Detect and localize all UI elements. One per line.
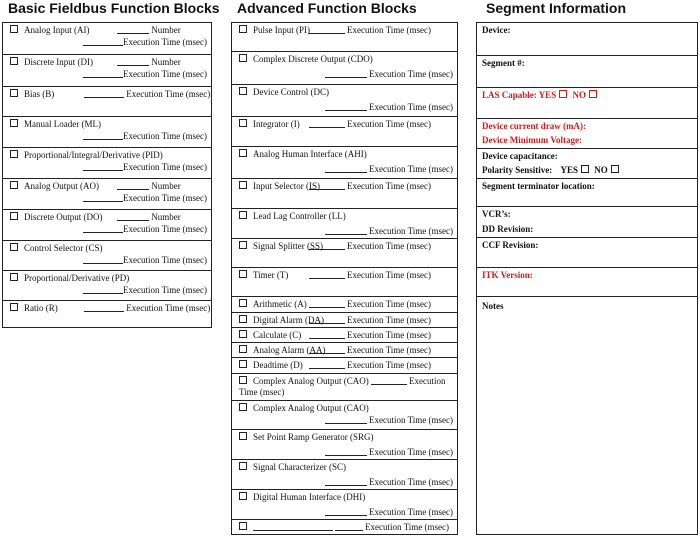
block-name: Complex Analog Output (CAO) — [253, 376, 369, 386]
execution-time-blank[interactable] — [309, 345, 345, 354]
basic-block-row — [3, 147, 211, 178]
itk-version-label: ITK Version: — [482, 270, 533, 280]
execution-time-label: Execution Time (msec) — [347, 315, 431, 325]
advanced-blocks-heading: Advanced Function Blocks — [237, 0, 417, 16]
execution-time-label: Execution Time (msec) — [123, 162, 207, 172]
block-checkbox[interactable] — [239, 299, 247, 307]
execution-time-blank[interactable] — [83, 285, 123, 294]
execution-time-label: Execution Time (msec) — [123, 131, 207, 141]
execution-time-blank[interactable] — [325, 226, 367, 235]
block-checkbox[interactable] — [239, 241, 247, 249]
execution-time-blank[interactable] — [83, 224, 123, 233]
block-name: Analog Input (AI) — [24, 25, 90, 35]
execution-time-label: Execution Time (msec) — [369, 477, 453, 487]
polarity-yes-label: YES — [560, 165, 579, 175]
advanced-block-row — [232, 267, 457, 296]
block-checkbox[interactable] — [10, 273, 18, 281]
number-blank[interactable] — [117, 57, 149, 66]
number-blank[interactable] — [117, 25, 149, 34]
block-checkbox[interactable] — [239, 119, 247, 127]
execution-time-blank[interactable] — [325, 477, 367, 486]
polarity-no-label: NO — [594, 165, 608, 175]
block-checkbox[interactable] — [239, 330, 247, 338]
block-name: Discrete Input (DI) — [24, 57, 93, 67]
execution-time-blank[interactable] — [309, 315, 345, 324]
execution-time-blank[interactable] — [83, 193, 123, 202]
block-name: Arithmetic (A) — [253, 299, 307, 309]
execution-time-blank[interactable] — [84, 89, 124, 98]
advanced-block-row — [232, 373, 457, 400]
block-name: Analog Human Interface (AHI) — [253, 149, 367, 159]
execution-time-blank[interactable] — [325, 507, 367, 516]
block-checkbox[interactable] — [239, 492, 247, 500]
block-name: Complex Analog Output (CAO) — [253, 403, 369, 413]
execution-time-label: Execution Time (msec) — [347, 181, 431, 191]
number-label: Number — [151, 25, 181, 35]
execution-time-blank[interactable] — [83, 69, 123, 78]
block-name: Manual Loader (ML) — [24, 119, 101, 129]
min-voltage-label: Device Minimum Voltage: — [482, 135, 582, 145]
block-checkbox[interactable] — [239, 211, 247, 219]
execution-time-label: Execution Time (msec) — [123, 69, 207, 79]
dd-revision-label: DD Revision: — [482, 224, 534, 234]
block-checkbox[interactable] — [239, 25, 247, 33]
advanced-blocks-table — [231, 22, 458, 535]
advanced-block-row — [232, 327, 457, 342]
execution-time-label: Execution Time (msec) — [123, 285, 207, 295]
advanced-block-row — [232, 400, 457, 429]
segment-info-heading: Segment Information — [486, 0, 627, 16]
basic-block-row — [3, 116, 211, 147]
block-name: Input Selector (IS) — [253, 181, 320, 191]
segment-number-label: Segment #: — [482, 58, 525, 68]
block-name: Bias (B) — [24, 89, 55, 99]
advanced-block-row — [232, 146, 457, 178]
execution-time-blank[interactable] — [309, 119, 345, 128]
execution-time-label: Execution Time (msec) — [126, 89, 211, 99]
block-checkbox[interactable] — [239, 181, 247, 189]
number-label: Number — [151, 212, 181, 222]
basic-block-row — [3, 86, 211, 116]
execution-time-label: Execution Time (msec) — [347, 119, 431, 129]
advanced-block-row — [232, 429, 457, 459]
block-name: Proportional/Derivative (PD) — [24, 273, 130, 283]
execution-time-blank[interactable] — [309, 270, 345, 279]
basic-block-row — [3, 23, 211, 54]
basic-blocks-table — [2, 22, 212, 328]
advanced-block-row — [232, 519, 457, 539]
basic-blocks-heading: Basic Fieldbus Function Blocks — [8, 0, 220, 16]
basic-block-row — [3, 54, 211, 86]
advanced-block-row — [232, 84, 457, 116]
terminator-label: Segment terminator location: — [482, 181, 595, 191]
execution-time-blank[interactable] — [83, 131, 123, 140]
execution-time-blank[interactable] — [325, 415, 367, 424]
basic-block-row — [3, 209, 211, 240]
block-name: Discrete Output (DO) — [24, 212, 103, 222]
execution-time-blank[interactable] — [83, 37, 123, 46]
block-name: Calculate (C) — [253, 330, 302, 340]
execution-time-blank[interactable] — [325, 69, 367, 78]
advanced-block-row — [232, 116, 457, 146]
block-name: Signal Splitter (SS) — [253, 241, 324, 251]
basic-block-row — [3, 240, 211, 270]
advanced-block-row — [232, 23, 457, 51]
execution-time-label: Execution Time (msec) — [239, 376, 446, 397]
block-checkbox[interactable] — [239, 315, 247, 323]
execution-time-label: Execution Time (msec) — [126, 303, 211, 313]
advanced-block-row — [232, 178, 457, 208]
block-checkbox[interactable] — [10, 25, 18, 33]
block-checkbox[interactable] — [239, 270, 247, 278]
terminator-row — [477, 178, 697, 206]
advanced-block-row — [232, 312, 457, 327]
advanced-block-row — [232, 208, 457, 238]
execution-time-blank[interactable] — [371, 376, 407, 385]
execution-time-label: Execution Time (msec) — [369, 69, 453, 79]
advanced-block-row — [232, 357, 457, 373]
block-checkbox[interactable] — [10, 243, 18, 251]
segment-info-table — [476, 22, 698, 535]
execution-time-blank[interactable] — [309, 241, 345, 250]
execution-time-label: Execution Time (msec) — [123, 224, 207, 234]
advanced-block-row — [232, 238, 457, 267]
block-name: Deadtime (D) — [253, 360, 303, 370]
notes-row — [477, 296, 697, 534]
polarity-label: Polarity Sensitive: — [482, 165, 553, 175]
block-name: Device Control (DC) — [253, 87, 329, 97]
advanced-block-row — [232, 342, 457, 357]
number-blank[interactable] — [117, 212, 149, 221]
number-label: Number — [151, 57, 181, 67]
execution-time-label: Execution Time (msec) — [369, 447, 453, 457]
block-name: Proportional/Integral/Derivative (PID) — [24, 150, 163, 160]
block-checkbox[interactable] — [10, 212, 18, 220]
block-checkbox[interactable] — [239, 462, 247, 470]
execution-time-label: Execution Time (msec) — [369, 415, 453, 425]
execution-time-blank[interactable] — [325, 164, 367, 173]
custom-block-blank[interactable] — [253, 522, 333, 531]
device-row — [477, 23, 697, 55]
block-checkbox[interactable] — [10, 119, 18, 127]
block-checkbox[interactable] — [239, 432, 247, 440]
block-name: Digital Alarm (DA) — [253, 315, 324, 325]
vcrs-label: VCR’s: — [482, 209, 511, 219]
block-name: Integrator (I) — [253, 119, 300, 129]
polarity-yes-checkbox[interactable] — [581, 165, 589, 173]
block-checkbox[interactable] — [239, 87, 247, 95]
execution-time-label: Execution Time (msec) — [347, 241, 431, 251]
execution-time-blank[interactable] — [309, 330, 345, 339]
block-name: Signal Characterizer (SC) — [253, 462, 346, 472]
block-name: Complex Discrete Output (CDO) — [253, 54, 373, 64]
block-name: Digital Human Interface (DHI) — [253, 492, 366, 502]
capacitance-row — [477, 148, 697, 178]
current-draw-label: Device current draw (mA): — [482, 121, 587, 131]
block-checkbox[interactable] — [239, 149, 247, 157]
execution-time-blank[interactable] — [309, 360, 345, 369]
execution-time-label: Execution Time (msec) — [123, 255, 207, 265]
number-blank[interactable] — [117, 181, 149, 190]
block-checkbox[interactable] — [10, 181, 18, 189]
block-name: Timer (T) — [253, 270, 289, 280]
las-no-checkbox[interactable] — [589, 90, 597, 98]
execution-time-blank[interactable] — [335, 522, 363, 531]
itk-version-row — [477, 267, 697, 296]
block-checkbox[interactable] — [10, 150, 18, 158]
block-checkbox[interactable] — [10, 303, 18, 311]
block-name: Analog Output (AO) — [24, 181, 99, 191]
segment-number-row — [477, 55, 697, 87]
las-yes-checkbox[interactable] — [559, 90, 567, 98]
block-name: Set Point Ramp Generator (SRG) — [253, 432, 374, 442]
execution-time-label: Execution Time (msec) — [369, 164, 453, 174]
las-yes-label: YES — [538, 90, 557, 100]
ccf-revision-label: CCF Revision: — [482, 240, 539, 250]
las-capable-label: LAS Capable: — [482, 90, 537, 100]
execution-time-label: Execution Time (msec) — [369, 226, 453, 236]
block-checkbox[interactable] — [239, 522, 247, 530]
block-checkbox[interactable] — [239, 376, 247, 384]
block-name: Analog Alarm (AA) — [253, 345, 326, 355]
device-label: Device: — [482, 25, 511, 35]
advanced-block-row — [232, 51, 457, 84]
basic-block-row — [3, 300, 211, 329]
block-name: Pulse Input (PI) — [253, 25, 310, 35]
block-checkbox[interactable] — [10, 89, 18, 97]
execution-time-blank[interactable] — [84, 303, 124, 312]
vcr-dd-row — [477, 206, 697, 237]
execution-time-blank[interactable] — [309, 25, 345, 34]
execution-time-blank[interactable] — [309, 299, 345, 308]
block-name: Lead Lag Controller (LL) — [253, 211, 346, 221]
current-voltage-row — [477, 118, 697, 148]
block-checkbox[interactable] — [239, 345, 247, 353]
execution-time-label: Execution Time (msec) — [347, 25, 431, 35]
las-no-label: NO — [572, 90, 586, 100]
execution-time-blank[interactable] — [325, 102, 367, 111]
block-name: Ratio (R) — [24, 303, 58, 313]
ccf-revision-row — [477, 237, 697, 267]
block-checkbox[interactable] — [239, 403, 247, 411]
block-checkbox[interactable] — [239, 54, 247, 62]
polarity-no-checkbox[interactable] — [611, 165, 619, 173]
execution-time-label: Execution Time (msec) — [365, 522, 449, 532]
block-checkbox[interactable] — [239, 360, 247, 368]
execution-time-label: Execution Time (msec) — [347, 299, 431, 309]
block-checkbox[interactable] — [10, 57, 18, 65]
block-name: Control Selector (CS) — [24, 243, 103, 253]
advanced-block-row — [232, 296, 457, 312]
execution-time-blank[interactable] — [325, 447, 367, 456]
execution-time-label: Execution Time (msec) — [123, 37, 207, 47]
advanced-block-row — [232, 459, 457, 489]
basic-block-row — [3, 178, 211, 209]
number-label: Number — [151, 181, 181, 191]
las-capable-row — [477, 87, 697, 118]
execution-time-label: Execution Time (msec) — [369, 102, 453, 112]
execution-time-blank[interactable] — [309, 181, 345, 190]
notes-label: Notes — [482, 301, 504, 311]
execution-time-label: Execution Time (msec) — [347, 345, 431, 355]
advanced-block-row — [232, 489, 457, 519]
execution-time-label: Execution Time (msec) — [347, 330, 431, 340]
execution-time-label: Execution Time (msec) — [347, 360, 431, 370]
capacitance-label: Device capacitance: — [482, 151, 558, 161]
execution-time-label: Execution Time (msec) — [123, 193, 207, 203]
execution-time-label: Execution Time (msec) — [347, 270, 431, 280]
execution-time-blank[interactable] — [83, 255, 123, 264]
execution-time-label: Execution Time (msec) — [369, 507, 453, 517]
basic-block-row — [3, 270, 211, 300]
execution-time-blank[interactable] — [83, 162, 123, 171]
